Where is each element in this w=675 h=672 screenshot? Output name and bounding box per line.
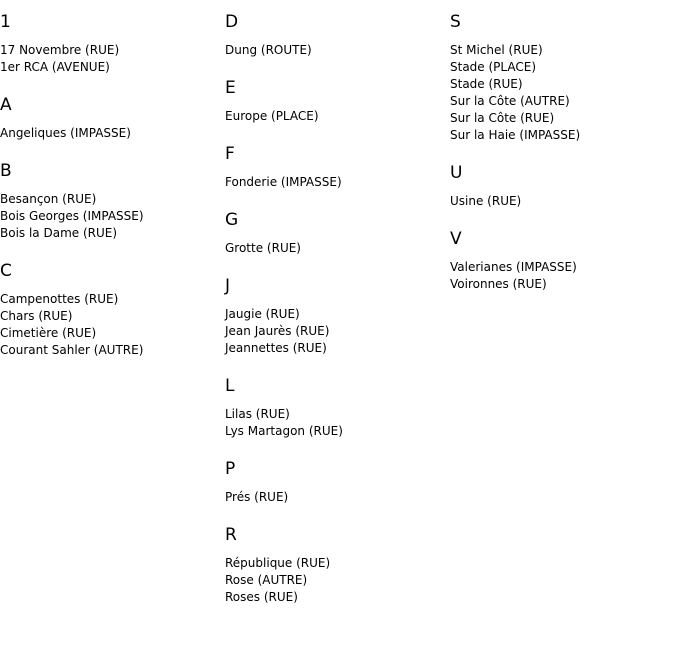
group-letter-heading: B <box>0 161 12 181</box>
group-letter-heading: J <box>225 276 231 296</box>
letter-group-v <box>450 229 670 293</box>
street-item[interactable]: Sur la Côte (AUTRE) <box>450 94 570 108</box>
street-item[interactable]: Chars (RUE) <box>0 309 73 323</box>
street-item[interactable]: St Michel (RUE) <box>450 43 543 57</box>
group-letter-heading: U <box>450 163 463 183</box>
street-item[interactable]: Rose (AUTRE) <box>225 573 308 587</box>
letter-group-s <box>450 12 670 144</box>
street-item[interactable]: Usine (RUE) <box>450 194 522 208</box>
letter-group-a <box>0 95 220 142</box>
street-item[interactable]: Lilas (RUE) <box>225 407 290 421</box>
street-item[interactable]: Roses (RUE) <box>225 590 298 604</box>
street-item[interactable]: Sur la Côte (RUE) <box>450 111 555 125</box>
letter-group-r <box>225 525 445 606</box>
group-letter-heading: S <box>450 12 461 32</box>
street-index-column-1 <box>0 12 220 378</box>
street-item[interactable]: Prés (RUE) <box>225 490 289 504</box>
street-item[interactable]: Jean Jaurès (RUE) <box>225 324 330 338</box>
street-item[interactable]: Lys Martagon (RUE) <box>225 424 343 438</box>
street-item[interactable]: Jeannettes (RUE) <box>225 341 327 355</box>
street-item[interactable]: Besançon (RUE) <box>0 192 97 206</box>
letter-group-c <box>0 261 220 359</box>
street-item[interactable]: Valerianes (IMPASSE) <box>450 260 577 274</box>
street-item[interactable]: Bois la Dame (RUE) <box>0 226 118 240</box>
letter-group-l <box>225 376 445 440</box>
street-item[interactable]: Stade (PLACE) <box>450 60 537 74</box>
group-letter-heading: A <box>0 95 12 115</box>
letter-group-1 <box>0 12 220 76</box>
group-letter-heading: F <box>225 144 235 164</box>
group-letter-heading: D <box>225 12 239 32</box>
group-letter-heading: V <box>450 229 462 249</box>
street-item[interactable]: Stade (RUE) <box>450 77 523 91</box>
letter-group-p <box>225 459 445 506</box>
group-letter-heading: C <box>0 261 12 281</box>
letter-group-g <box>225 210 445 257</box>
street-item[interactable]: Voironnes (RUE) <box>450 277 547 291</box>
street-item[interactable]: Bois Georges (IMPASSE) <box>0 209 144 223</box>
street-item[interactable]: Angeliques (IMPASSE) <box>0 126 131 140</box>
street-item[interactable]: Sur la Haie (IMPASSE) <box>450 128 581 142</box>
street-index-column-3 <box>450 12 670 312</box>
letter-group-j <box>225 276 445 357</box>
group-letter-heading: P <box>225 459 236 479</box>
street-item[interactable]: Courant Sahler (AUTRE) <box>0 343 144 357</box>
group-letter-heading: 1 <box>0 12 11 32</box>
street-item[interactable]: 17 Novembre (RUE) <box>0 43 120 57</box>
street-item[interactable]: Campenottes (RUE) <box>0 292 119 306</box>
group-letter-heading: E <box>225 78 236 98</box>
street-item[interactable]: Jaugie (RUE) <box>225 307 300 321</box>
street-item[interactable]: Grotte (RUE) <box>225 241 301 255</box>
street-item[interactable]: Fonderie (IMPASSE) <box>225 175 342 189</box>
letter-group-f <box>225 144 445 191</box>
street-index-column-2 <box>225 12 445 625</box>
letter-group-u <box>450 163 670 210</box>
street-item[interactable]: 1er RCA (AVENUE) <box>0 60 110 74</box>
street-item[interactable]: République (RUE) <box>225 556 331 570</box>
street-item[interactable]: Cimetière (RUE) <box>0 326 97 340</box>
street-item[interactable]: Europe (PLACE) <box>225 109 319 123</box>
group-letter-heading: G <box>225 210 239 230</box>
letter-group-e <box>225 78 445 125</box>
letter-group-d <box>225 12 445 59</box>
letter-group-b <box>0 161 220 242</box>
group-letter-heading: R <box>225 525 237 545</box>
group-letter-heading: L <box>225 376 235 396</box>
street-item[interactable]: Dung (ROUTE) <box>225 43 312 57</box>
